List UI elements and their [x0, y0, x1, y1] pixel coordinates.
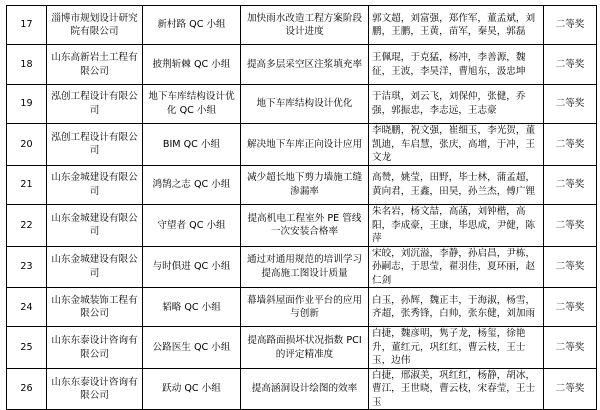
row-number: 24	[7, 288, 47, 327]
row-number: 21	[7, 165, 47, 204]
awards-table	[6, 5, 597, 410]
row-number: 17	[7, 6, 47, 45]
table-row	[7, 6, 597, 45]
award-cell: 二等奖	[544, 246, 597, 288]
group-name-cell: 韬略 QC 小组	[143, 288, 241, 327]
topic-cell: 提高路面损坏状况指数 PCI 的评定精准度	[241, 327, 369, 369]
members-cell: 朱名岩，杨文喆，高菡，刘钟楷，高阳，李成豪，王康，毕思成，尹健，陈萍	[369, 205, 544, 247]
group-name-cell: 地下车库结构设计优化 QC 小组	[143, 84, 241, 123]
group-name-cell: 跃动 QC 小组	[143, 368, 241, 410]
table-row	[7, 124, 597, 166]
topic-cell: 提高机电工程室外 PE 管线一次安装合格率	[241, 205, 369, 247]
members-cell: 王佩琨，于克猛，杨冲，李善源，魏征，王波，李昊洋，曹旭东，汲忠坤	[369, 45, 544, 84]
organization-cell: 山东高新岩土工程有限公司	[47, 45, 143, 84]
row-number: 20	[7, 124, 47, 166]
table-row	[7, 165, 597, 204]
award-cell: 二等奖	[544, 45, 597, 84]
organization-cell: 淄博市规划设计研究院有限公司	[47, 6, 143, 45]
award-cell: 二等奖	[544, 288, 597, 327]
award-cell: 二等奖	[544, 205, 597, 247]
table-row	[7, 84, 597, 123]
topic-cell: 减少超长地下剪力墙施工缝渗漏率	[241, 165, 369, 204]
members-cell: 白捷，魏彦明，隽子龙，杨玺，徐艳升，董红元，巩红红，曹云枝，王士玉，边伟	[369, 327, 544, 369]
award-cell: 二等奖	[544, 368, 597, 410]
row-number: 26	[7, 368, 47, 410]
group-name-cell: BIM QC 小组	[143, 124, 241, 166]
row-number: 25	[7, 327, 47, 369]
organization-cell: 山东金城建设有限公司	[47, 246, 143, 288]
group-name-cell: 守望者 QC 小组	[143, 205, 241, 247]
members-cell: 白捷，邢淑美，巩红红，杨静，胡冰，曹江，王世晓，曹云枝，宋春莹，王士玉	[369, 368, 544, 410]
award-cell: 二等奖	[544, 6, 597, 45]
table-row	[7, 368, 597, 410]
members-cell: 郭文超，刘富强，郑作军，董孟斌，刘鹏，王鹏，王黄，苗军，秦昊，郭磊	[369, 6, 544, 45]
topic-cell: 加快雨水改造工程方案阶段设计进度	[241, 6, 369, 45]
organization-cell: 山东金城装饰工程有限公司	[47, 288, 143, 327]
award-cell: 二等奖	[544, 327, 597, 369]
table-row	[7, 327, 597, 369]
award-cell: 二等奖	[544, 165, 597, 204]
members-cell: 高赞，姚莹，田野，毕士林，蒲孟超，黄向君，王鑫，田昊，孙兰杰，傅广锂	[369, 165, 544, 204]
members-cell: 李晓鹏，祝文强，崔细玉，李光贺，董凯迪，车启慧，张庆，高增，于冲，王文龙	[369, 124, 544, 166]
group-name-cell: 新村路 QC 小组	[143, 6, 241, 45]
row-number: 19	[7, 84, 47, 123]
organization-cell: 山东东泰设计咨询有限公司	[47, 368, 143, 410]
topic-cell: 幕墙斜屋面作业平台的应用与创新	[241, 288, 369, 327]
topic-cell: 地下车库结构设计优化	[241, 84, 369, 123]
topic-cell: 解决地下车库正向设计应用	[241, 124, 369, 166]
table-row	[7, 246, 597, 288]
group-name-cell: 披荆斩棘 QC 小组	[143, 45, 241, 84]
topic-cell: 提高多层采空区注浆填充率	[241, 45, 369, 84]
row-number: 18	[7, 45, 47, 84]
row-number: 23	[7, 246, 47, 288]
members-cell: 白玉，孙辉，魏正丰，于海淑，杨雪，齐超，张秀锋，白帅，张东健，刘加雨	[369, 288, 544, 327]
award-cell: 二等奖	[544, 124, 597, 166]
table-row	[7, 45, 597, 84]
group-name-cell: 鸿鹄之志 QC 小组	[143, 165, 241, 204]
organization-cell: 山东东泰设计咨询有限公司	[47, 327, 143, 369]
group-name-cell: 公路医生 QC 小组	[143, 327, 241, 369]
members-cell: 于洁琪，刘云飞，刘保仲，张健，乔强，郭振忠，李志远，王志豪	[369, 84, 544, 123]
organization-cell: 泓创工程设计有限公司	[47, 84, 143, 123]
organization-cell: 泓创工程设计有限公司	[47, 124, 143, 166]
row-number: 22	[7, 205, 47, 247]
award-cell: 二等奖	[544, 84, 597, 123]
group-name-cell: 与时俱进 QC 小组	[143, 246, 241, 288]
topic-cell: 提高涵洞设计绘图的效率	[241, 368, 369, 410]
topic-cell: 通过对通用规范的培训学习提高施工图设计质量	[241, 246, 369, 288]
table-row	[7, 288, 597, 327]
members-cell: 宋皎，刘沉溢，李静，孙启昌，尹栋，孙嗣志，于思莹，翟羽佳，夏环丽，赵仁剑	[369, 246, 544, 288]
organization-cell: 山东金城建设有限公司	[47, 165, 143, 204]
table-row	[7, 205, 597, 247]
organization-cell: 山东金城建设有限公司	[47, 205, 143, 247]
